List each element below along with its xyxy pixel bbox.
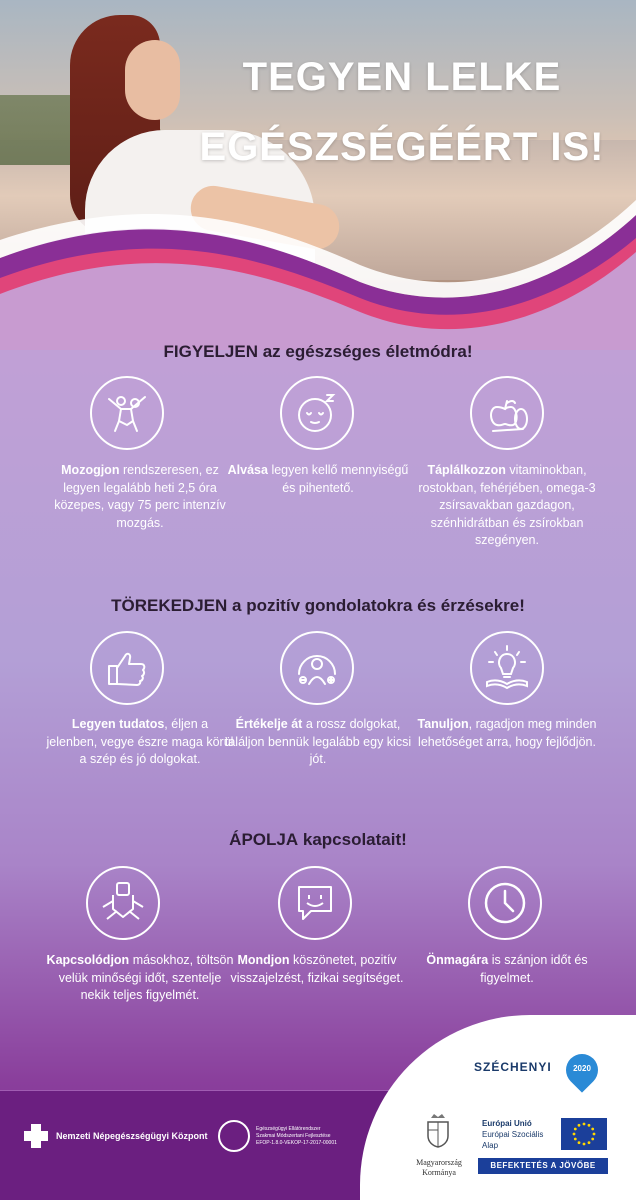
heading-rest: az egészséges életmódra! [262, 342, 473, 361]
item-bold: Táplálkozzon [427, 463, 506, 477]
hero-title-line1: TEGYEN LELKE [242, 55, 562, 99]
item-text-mindful [45, 716, 235, 769]
item-body: rendszeresen, ez legyen legalább heti 2,5 óra közepes, vagy 75 perc intenzív mozgás. [54, 463, 226, 530]
heading-highlight: FIGYELJEN [163, 342, 258, 361]
nnk-name: Nemzeti Népegészségügyi Központ [56, 1131, 208, 1141]
hungarian-crest-icon [425, 1112, 451, 1148]
item-text-learn [412, 716, 602, 751]
item-bold: Legyen tudatos [71, 717, 165, 731]
item-text-exercise [45, 462, 235, 532]
item-body: másokhoz, töltsön velük minőségi időt, szentelje nekik teljes figyelmét. [58, 953, 234, 1002]
invest-banner: BEFEKTETÉS A JÖVŐBE [478, 1158, 608, 1174]
item-body: legyen kellő mennyiségű és pihentető. [271, 463, 409, 495]
item-bold: Kapcsolódjon [46, 953, 130, 967]
ehr-logo [218, 1120, 337, 1152]
eu-label [482, 1118, 543, 1151]
ehr-line1: Egészségügyi Ellátórendszer [256, 1125, 321, 1132]
item-text-thanks [222, 952, 412, 987]
heading-rest: a pozitív gondolatokra és érzésekre! [232, 596, 525, 615]
eu-line2: Európai Szociális [482, 1130, 544, 1139]
item-text-nutrition [412, 462, 602, 550]
item-bold: Önmagára [426, 953, 489, 967]
item-body: a rossz dolgokat, találjon bennük legalább egy kicsi jót. [224, 717, 412, 766]
eu-line1: Európai Unió [482, 1119, 532, 1128]
mood-gauge-icon [280, 631, 354, 705]
hero-title-line2: EGÉSZSÉGÉÉRT IS! [199, 125, 605, 169]
szechenyi-year: 2020 [573, 1064, 591, 1073]
heading-highlight: TÖREKEDJEN [111, 596, 228, 615]
item-text-self [412, 952, 602, 987]
item-body: köszönetet, pozitív visszajelzést, fizikai segítséget. [230, 953, 404, 985]
heading-highlight: ÁPOLJA [229, 830, 299, 849]
clock-icon [468, 866, 542, 940]
item-bold: Tanuljon [417, 717, 469, 731]
smiley-chat-icon [278, 866, 352, 940]
ehr-line3: EFOP-1.8.0-VEKOP-17-2017-00001 [256, 1139, 337, 1146]
woman-face [125, 40, 180, 120]
item-body: is szánjon időt és figyelmet. [480, 953, 588, 985]
hero-title [192, 42, 612, 182]
decorative-wave [0, 200, 636, 350]
eu-line3: Alap [482, 1141, 499, 1150]
section-heading-lifestyle [0, 342, 636, 362]
heading-rest: kapcsolatait! [302, 830, 407, 849]
section-heading-relationships [0, 830, 636, 850]
item-bold: Mozogjon [61, 463, 120, 477]
sleeping-face-icon [280, 376, 354, 450]
item-text-reframe [223, 716, 413, 769]
item-body: , éljen a jelenben, vegye észre maga körül a szép és jó dolgokat. [46, 717, 234, 766]
nnk-cross-icon [22, 1122, 50, 1150]
fruit-vegetables-icon [470, 376, 544, 450]
lightbulb-book-icon [470, 631, 544, 705]
gov-line1: Magyarország [416, 1158, 462, 1167]
nnk-logo [22, 1122, 208, 1150]
dancing-people-icon [90, 376, 164, 450]
section-heading-positive [0, 596, 636, 616]
holding-hands-icon [86, 866, 160, 940]
item-bold: Értékelje át [235, 717, 303, 731]
item-text-sleep [223, 462, 413, 497]
gov-line2: Kormánya [422, 1168, 456, 1177]
szechenyi-label: SZÉCHENYI [474, 1060, 552, 1074]
government-label [403, 1158, 475, 1178]
item-text-connect [45, 952, 235, 1005]
item-bold: Mondjon [237, 953, 290, 967]
item-body: , ragadjon meg minden lehetőséget arra, hogy fejlődjön. [418, 717, 597, 749]
eu-flag-icon [561, 1118, 607, 1150]
thumbs-up-icon [90, 631, 164, 705]
item-bold: Alvása [227, 463, 268, 477]
ehr-emblem-icon [218, 1120, 250, 1152]
item-body: vitaminokban, rostokban, fehérjében, omega-3 zsírsavakban gazdagon, szénhidrátban és zsírokban szegényen. [418, 463, 596, 547]
ehr-line2: Szakmai Módszertani Fejlesztése [256, 1132, 331, 1139]
